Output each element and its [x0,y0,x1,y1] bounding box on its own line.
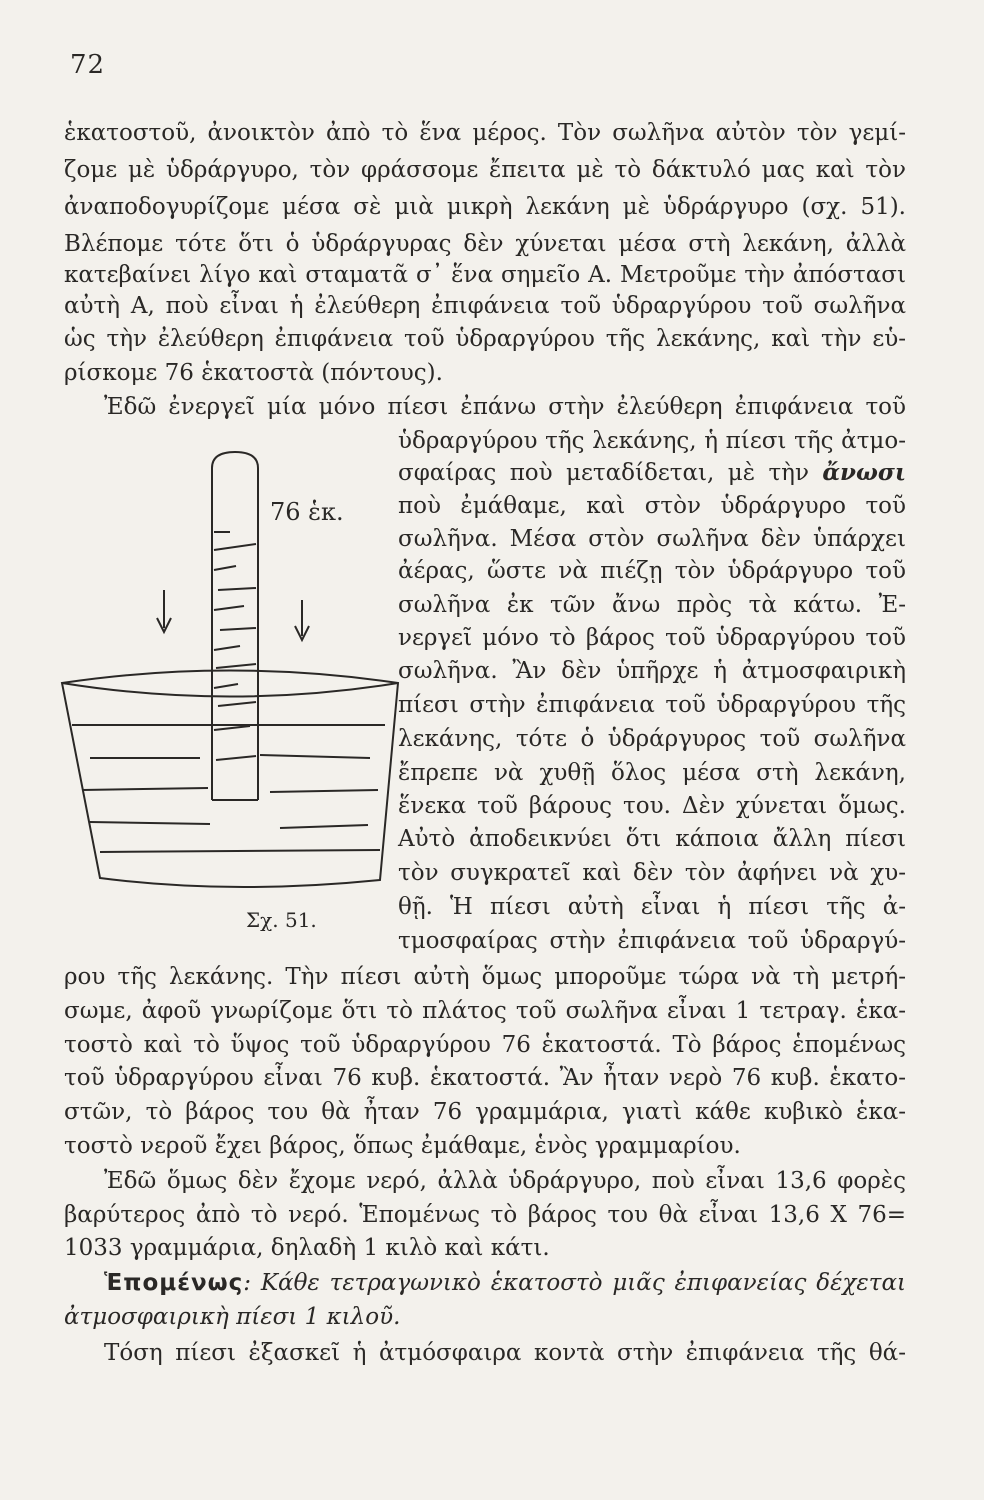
barometer-figure [60,440,400,920]
text-line: σωλῆνα. Ἂν δὲν ὑπῆρχε ἡ ἀτμοσφαιρικὴ [398,658,906,684]
text-line: αὐτὴ Α, ποὺ εἶναι ἡ ἐλεύθερη ἐπιφάνεια τοῦ ὑδραργύρου τοῦ σωλῆνα [64,293,906,319]
tube-height-label: 76 ἑκ. [270,498,344,526]
text-line: ἑκατοστοῦ, ἀνοικτὸν ἀπὸ τὸ ἕνα μέρος. Τὸν σωλῆνα αὐτὸν τὸν γεμί- [64,120,906,146]
basin-outline [62,671,398,888]
text-line: τὸν συγκρατεῖ καὶ δὲν τὸν ἀφήνει νὰ χυ- [398,860,906,886]
text-line: 1033 γραμμάρια, δηλαδὴ 1 κιλὸ καὶ κάτι. [64,1235,550,1261]
text-line: σφαίρας ποὺ μεταδίδεται, μὲ τὴν ἄνωσι [398,459,906,486]
text-line: σωλῆνα. Μέσα στὸν σωλῆνα δὲν ὑπάρχει [398,526,906,552]
text-line: ρίσκομε 76 ἑκατοστὰ (πόντους). [64,360,443,386]
text-line: βαρύτερος ἀπὸ τὸ νερό. Ἑπομένως τὸ βάρος του θὰ εἶναι 13,6 Χ 76= [64,1202,906,1228]
figure-caption: Σχ. 51. [246,908,317,932]
text-line: ἔπρεπε νὰ χυθῇ ὅλος μέσα στὴ λεκάνη, [398,760,906,786]
glass-tube [212,452,258,800]
text-line: σωλῆνα ἐκ τῶν ἄνω πρὸς τὰ κάτω. Ἐ- [398,592,906,618]
text-line: θῇ. Ἡ πίεσι αὐτὴ εἶναι ἡ πίεσι τῆς ἀ- [398,894,906,920]
text-line: κατεβαίνει λίγο καὶ σταματᾶ σ᾽ ἕνα σημεῖο Α. Μετροῦμε τὴν ἀπόστασι [64,262,906,288]
text-line: ρου τῆς λεκάνης. Τὴν πίεσι αὐτὴ ὅμως μποροῦμε τώρα νὰ τὴ μετρή- [64,964,906,990]
text-line: νεργεῖ μόνο τὸ βάρος τοῦ ὑδραργύρου τοῦ [398,625,906,651]
text-line: ἀέρας, ὥστε νὰ πιέζῃ τὸν ὑδράργυρο τοῦ [398,558,906,584]
text-line: ζομε μὲ ὑδράργυρο, τὸν φράσσομε ἔπειτα μὲ τὸ δάκτυλό μας καὶ τὸν [64,157,906,183]
emphasis-term: ἄνωσι [822,459,906,486]
text-line: ποὺ ἐμάθαμε, καὶ στὸν ὑδράργυρο τοῦ [398,493,906,519]
text-line: ἀτμοσφαιρικὴ πίεσι 1 κιλοῦ. [64,1304,401,1330]
text-line: λεκάνης, τότε ὁ ὑδράργυρος τοῦ σωλῆνα [398,726,906,752]
text-line: τοστὸ νεροῦ ἔχει βάρος, ὅπως ἐμάθαμε, ἑνὸς γραμμαρίου. [64,1133,741,1159]
text-line: πίεσι στὴν ἐπιφάνεια τοῦ ὑδραργύρου τῆς [398,692,906,718]
text-line: σωμε, ἀφοῦ γνωρίζομε ὅτι τὸ πλάτος τοῦ σωλῆνα εἶναι 1 τετραγ. ἑκα- [64,998,906,1024]
text-line: τοστὸ καὶ τὸ ὕψος τοῦ ὑδραργύρου 76 ἑκατοστά. Τὸ βάρος ἑπομένως [64,1032,906,1058]
text-line: Αὐτὸ ἀποδεικνύει ὅτι κάποια ἄλλη πίεσι [398,826,906,852]
text-line: Τόση πίεσι ἐξασκεῖ ἡ ἀτμόσφαιρα κοντὰ στὴν ἐπιφάνεια τῆς θά- [104,1340,906,1366]
page-number: 72 [70,50,106,80]
text-line: ἀναποδογυρίζομε μέσα σὲ μιὰ μικρὴ λεκάνη μὲ ὑδράργυρο (σχ. 51). [64,194,906,220]
text-line: Ἐδῶ ἐνεργεῖ μία μόνο πίεσι ἐπάνω στὴν ἐλεύθερη ἐπιφάνεια τοῦ [104,394,906,420]
conclusion-heading: Ἑπομένως [104,1270,244,1296]
text-line: Ἑπομένως: Κάθε τετραγωνικὸ ἑκατοστὸ μιᾶς ἐπιφανείας δέχεται [104,1270,906,1296]
text-line: ἕνεκα τοῦ βάρους του. Δὲν χύνεται ὅμως. [398,793,906,819]
text-line: ὡς τὴν ἐλεύθερη ἐπιφάνεια τοῦ ὑδραργύρου τῆς λεκάνης, καὶ τὴν εὑ- [64,326,906,352]
text-line: τμοσφαίρας στὴν ἐπιφάνεια τοῦ ὑδραργύ- [398,928,906,954]
text-line: Ἐδῶ ὅμως δὲν ἔχομε νερό, ἀλλὰ ὑδράργυρο, ποὺ εἶναι 13,6 φορὲς [104,1168,906,1194]
text-line: Βλέπομε τότε ὅτι ὁ ὑδράργυρας δὲν χύνεται μέσα στὴ λεκάνη, ἀλλὰ [64,231,906,257]
text-line: ὑδραργύρου τῆς λεκάνης, ἡ πίεσι τῆς ἀτμο- [398,428,906,454]
text-line: τοῦ ὑδραργύρου εἶναι 76 κυβ. ἑκατοστά. Ἂν ἦταν νερὸ 76 κυβ. ἑκατο- [64,1065,906,1091]
text-line: στῶν, τὸ βάρος του θὰ ἦταν 76 γραμμάρια, γιατὶ κάθε κυβικὸ ἑκα- [64,1099,906,1125]
